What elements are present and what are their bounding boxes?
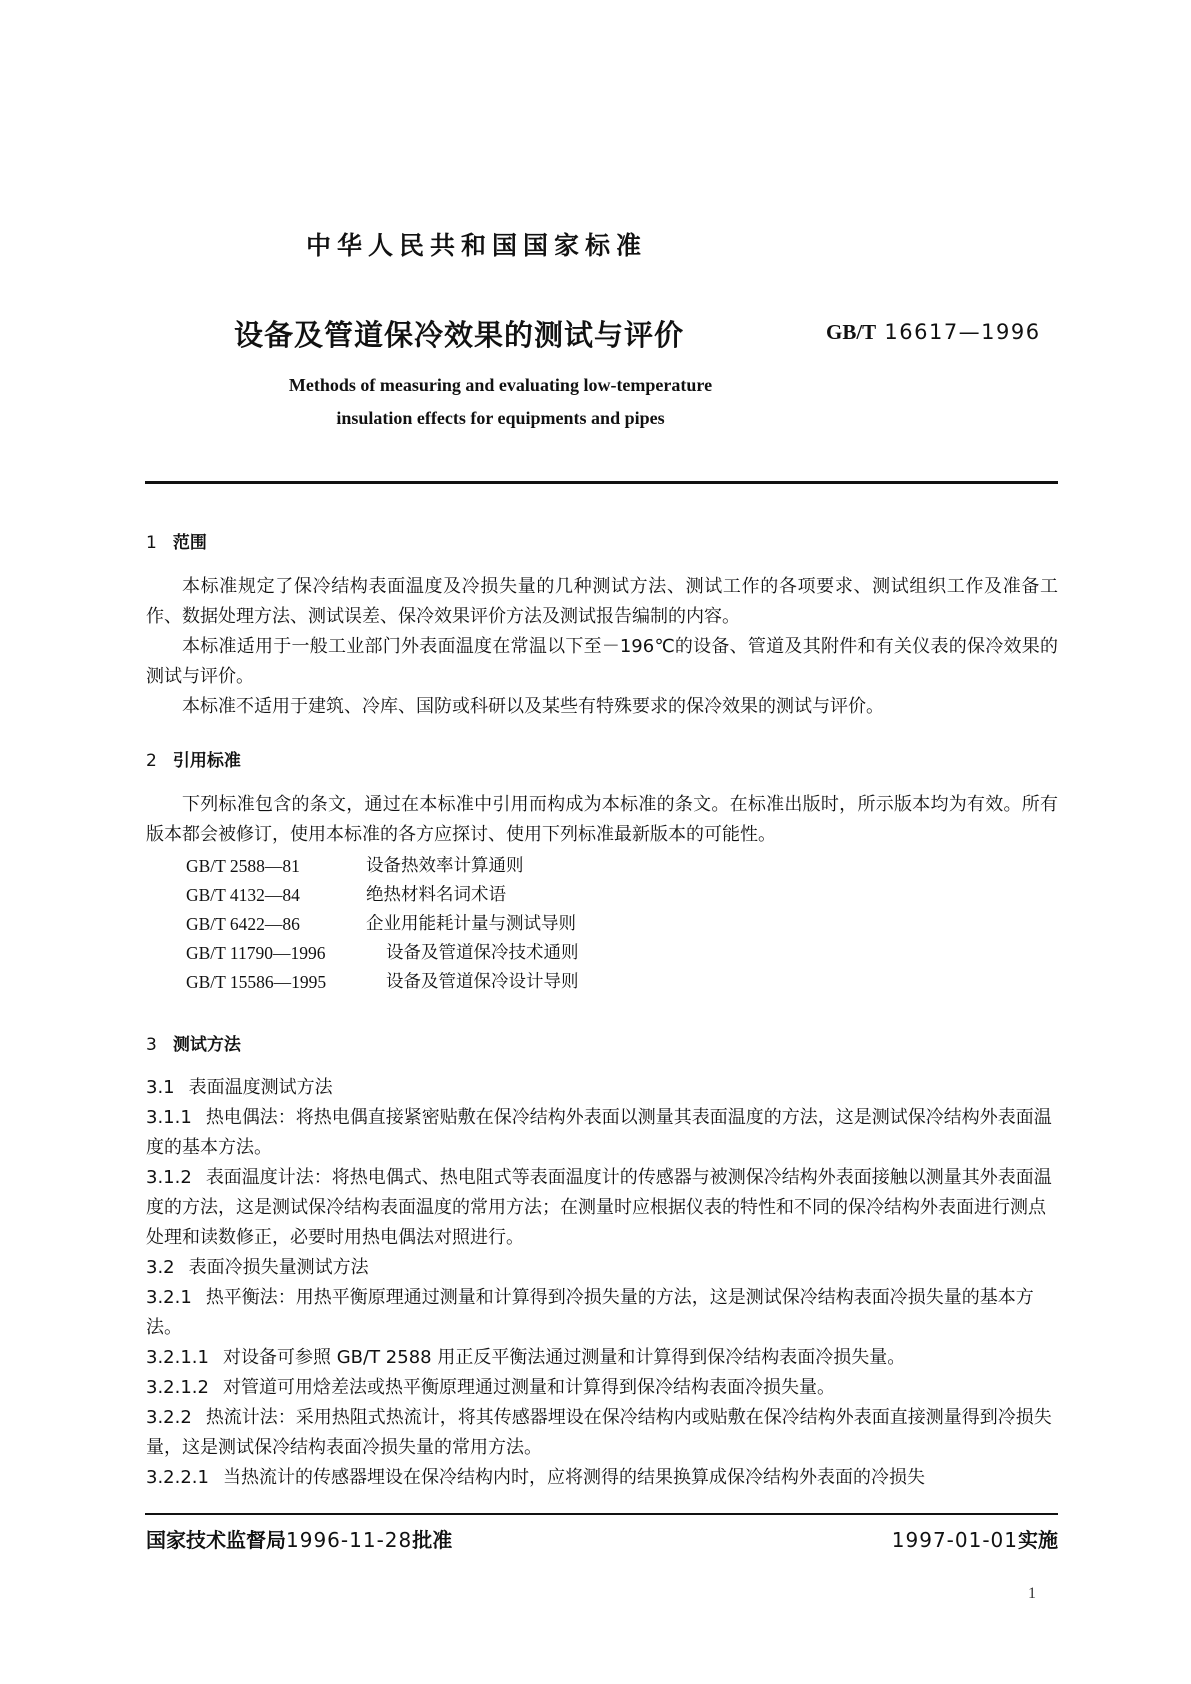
footer-divider [145,1513,1058,1515]
references-paragraph: 下列标准包含的条文，通过在本标准中引用而构成为本标准的条文。在标准出版时，所示版本均为有效。所有版本都会被修订，使用本标准的各方应探讨、使用下列标准最新版本的可能性。 [146,794,1058,845]
approval-info: 国家技术监督局1996-11-28批准 [146,1528,453,1552]
scope-paragraph-3: 本标准不适用于建筑、冷库、国防或科研以及某些有特殊要求的保冷效果的测试与评价。 [182,696,884,717]
scope-paragraph-1: 本标准规定了保冷结构表面温度及冷损失量的几种测试方法、测试工作的各项要求、测试组织工作及准备工作、数据处理方法、测试误差、保冷效果评价方法及测试报告编制的内容。 [146,576,1058,627]
clause-3-2-1-2: 3.2.1.2 对管道可用焓差法或热平衡原理通过测量和计算得到保冷结构表面冷损失量。 [146,1377,835,1398]
clause-3-1-2: 3.1.2 表面温度计法：将热电偶式、热电阻式等表面温度计的传感器与被测保冷结构外表面接触以测量其外表面温度的方法，这是测试保冷结构表面温度的常用方法；在测量时应根据仪表的特性和不同的保冷结构外表面进行测点处理和读数修正，必要时用热电偶法对照进行。 [146,1167,1052,1248]
reference-item: GB/T 6422—86 企业用能耗计量与测试导则 [186,914,576,934]
clause-3-2-2: 3.2.2 热流计法：采用热阻式热流计，将其传感器埋设在保冷结构内或贴敷在保冷结构外表面直接测量得到冷损失量，这是测试保冷结构表面冷损失量的常用方法。 [146,1407,1052,1458]
reference-item: GB/T 2588—81 设备热效率计算通则 [186,856,524,876]
section-heading-scope: 1 范围 [146,533,207,553]
reference-item: GB/T 15586—1995 设备及管道保冷设计导则 [186,972,579,992]
national-standard-heading: 中华人民共和国国家标准 [306,231,648,260]
reference-item: GB/T 11790—1996 设备及管道保冷技术通则 [186,943,579,963]
page-number: 1 [1028,1585,1036,1602]
clause-3-2-1: 3.2.1 热平衡法：用热平衡原理通过测量和计算得到冷损失量的方法，这是测试保冷结构表面冷损失量的基本方法。 [146,1287,1034,1338]
reference-item: GB/T 4132—84 绝热材料名词术语 [186,885,506,905]
effective-date-info: 1997-01-01实施 [891,1528,1058,1552]
clause-3-1-1: 3.1.1 热电偶法：将热电偶直接紧密贴敷在保冷结构外表面以测量其表面温度的方法，这是测试保冷结构外表面温度的基本方法。 [146,1107,1052,1158]
english-title-line-2: insulation effects for equipments and pipes [336,408,665,428]
section-heading-test-methods: 3 测试方法 [146,1035,241,1055]
section-heading-references: 2 引用标准 [146,751,241,771]
standard-code-prefix: GB/T [826,320,877,344]
scope-paragraph-2: 本标准适用于一般工业部门外表面温度在常温以下至－196℃的设备、管道及其附件和有关仪表的保冷效果的测试与评价。 [146,636,1058,687]
clause-3-2: 3.2 表面冷损失量测试方法 [146,1257,369,1278]
document-title: 设备及管道保冷效果的测试与评价 [234,318,685,352]
header-divider [145,481,1058,484]
clause-3-2-2-1: 3.2.2.1 当热流计的传感器埋设在保冷结构内时，应将测得的结果换算成保冷结构外表面的冷损失 [146,1467,925,1488]
clause-3-1: 3.1 表面温度测试方法 [146,1077,333,1098]
english-title-line-1: Methods of measuring and evaluating low-temperature [288,375,713,395]
reference-list [186,852,579,997]
standard-code [826,320,1041,345]
standard-code-number: 16617—1996 [884,320,1041,344]
clause-3-2-1-1: 3.2.1.1 对设备可参照 GB/T 2588 用正反平衡法通过测量和计算得到保冷结构表面冷损失量。 [146,1347,906,1368]
